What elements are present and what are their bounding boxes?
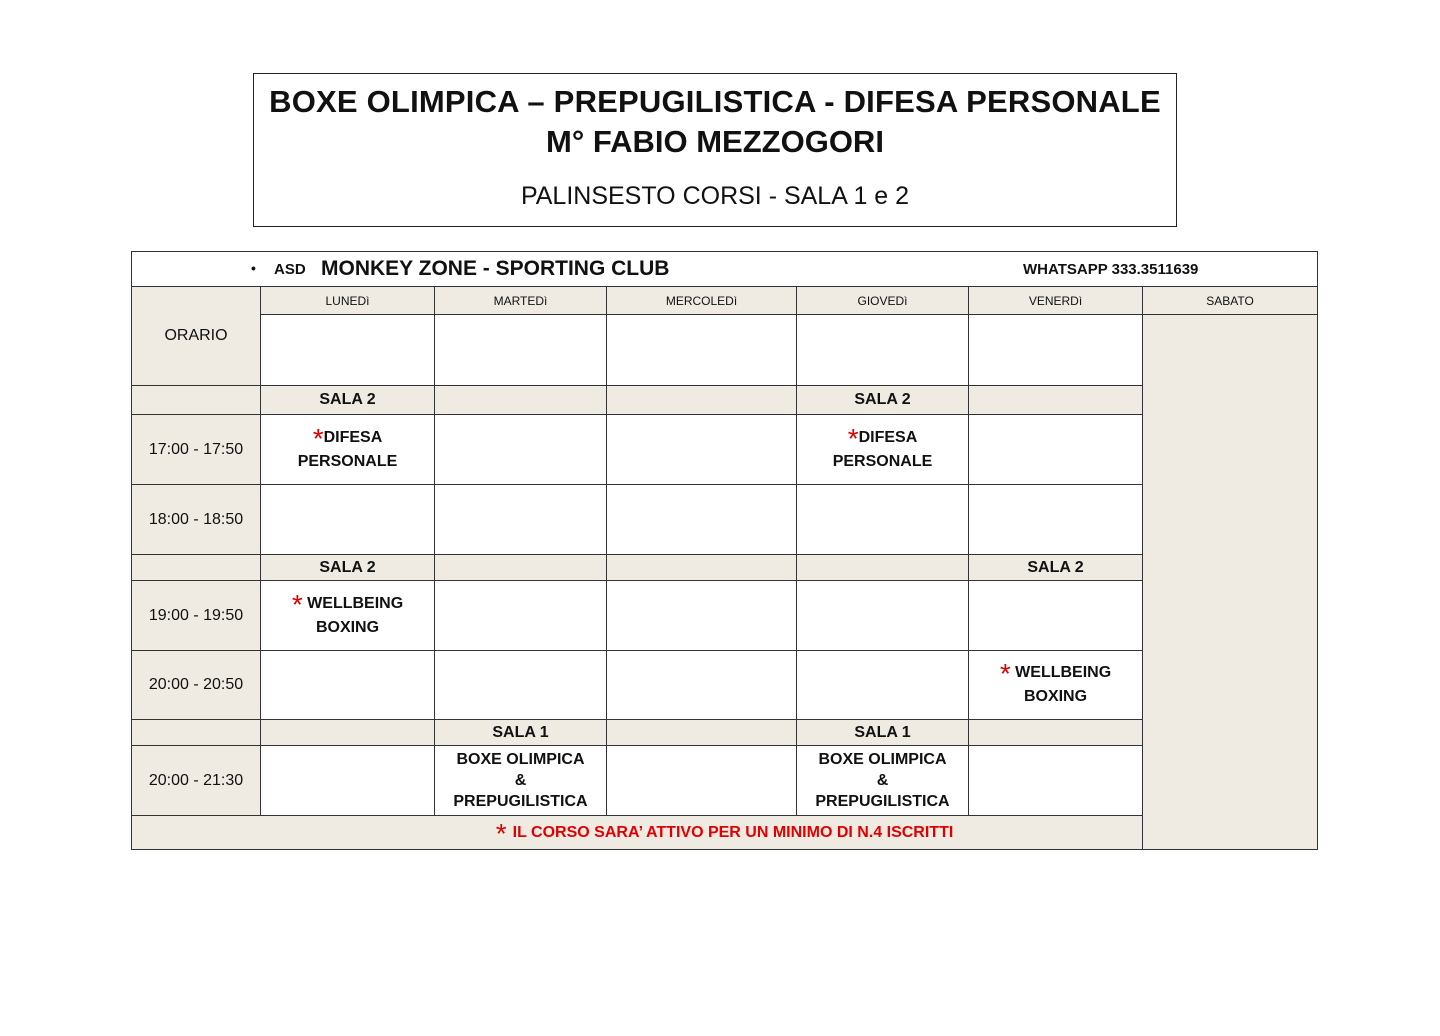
club-cell [132,252,1318,287]
room-label: SALA 2 [797,386,969,415]
day-header-monday: LUNEDì [261,287,435,315]
course-name: BOXING [1023,688,1088,705]
time-slot: 18:00 - 18:50 [132,485,261,555]
asterisk-mark: * [847,422,859,454]
whatsapp-number: WHATSAPP 333.3511639 [1023,261,1199,278]
table-row [132,746,1318,816]
schedule-table [131,251,1318,850]
course-cell [435,746,607,816]
course-name: PERSONALE [297,452,398,470]
asterisk-mark: * [312,422,324,454]
empty-cell [797,651,969,720]
empty-cell [607,651,797,720]
club-row [132,252,1318,287]
room-row [132,720,1318,746]
empty-cell [261,746,435,816]
footnote-text: IL CORSO SARA’ ATTIVO PER UN MINIMO DI N.4 ISCRITTI [512,823,954,841]
course-name: WELLBEING [307,594,404,612]
room-label: SALA 2 [261,555,435,581]
empty-cell [607,415,797,485]
empty-cell [607,485,797,555]
title-line-2: M° FABIO MEZZOGORI [546,124,884,159]
course-name: DIFESA [858,428,918,446]
empty-cell [969,386,1143,415]
course-cell [261,581,435,651]
empty-cell [969,485,1143,555]
asterisk-mark: * [999,658,1011,689]
empty-cell [132,555,261,581]
empty-cell [969,315,1143,386]
course-cell [797,415,969,485]
empty-cell [797,555,969,581]
course-cell [797,746,969,816]
empty-cell [435,315,607,386]
empty-cell [797,581,969,651]
course-name: BOXE OLIMPICA [456,751,585,768]
empty-cell [132,720,261,746]
empty-cell [969,415,1143,485]
empty-cell [261,485,435,555]
empty-cell [969,720,1143,746]
day-header-wednesday: MERCOLEDì [607,287,797,315]
course-cell [261,415,435,485]
time-slot: 19:00 - 19:50 [132,581,261,651]
empty-cell [261,315,435,386]
empty-cell [607,746,797,816]
day-header-thursday: GIOVEDì [797,287,969,315]
empty-cell [435,485,607,555]
room-row [132,555,1318,581]
course-name: BOXING [315,618,380,636]
room-label: SALA 1 [797,720,969,746]
header-box [253,73,1177,227]
empty-cell [607,581,797,651]
table-row [132,315,1318,386]
empty-cell [435,386,607,415]
footnote-row [132,816,1318,850]
table-row [132,485,1318,555]
course-name: DIFESA [323,428,383,446]
empty-cell [969,581,1143,651]
footnote [132,816,1318,850]
bullet: • [251,260,256,276]
day-header-friday: VENERDì [969,287,1143,315]
title-line-1: BOXE OLIMPICA – PREPUGILISTICA - DIFESA PERSONALE [269,84,1161,119]
course-cell [969,651,1143,720]
empty-cell [261,720,435,746]
day-header-saturday: SABATO [1143,287,1318,315]
day-header-tuesday: MARTEDì [435,287,607,315]
course-name: PREPUGILISTICA [815,793,950,810]
time-slot: 20:00 - 21:30 [132,746,261,816]
saturday-column [1143,315,1318,850]
table-row [132,651,1318,720]
empty-cell [261,651,435,720]
course-name: PREPUGILISTICA [453,793,588,810]
room-row [132,386,1318,415]
course-name: & [876,772,889,789]
course-name: WELLBEING [1015,664,1112,681]
empty-cell [435,651,607,720]
asterisk-mark: * [495,817,507,849]
empty-cell [969,746,1143,816]
empty-cell [797,485,969,555]
empty-cell [435,555,607,581]
table-row [132,415,1318,485]
asterisk-mark: * [291,588,303,620]
time-slot: 17:00 - 17:50 [132,415,261,485]
club-name: MONKEY ZONE - SPORTING CLUB [321,257,670,280]
table-row [132,581,1318,651]
empty-cell [607,720,797,746]
empty-cell [797,315,969,386]
empty-cell [607,315,797,386]
room-label: SALA 1 [435,720,607,746]
empty-cell [607,555,797,581]
club-prefix: ASD [274,261,306,278]
course-name: BOXE OLIMPICA [818,751,947,768]
empty-cell [132,386,261,415]
course-name: PERSONALE [832,452,933,470]
room-label: SALA 2 [969,555,1143,581]
orario-label: ORARIO [132,287,261,386]
course-name: & [514,772,527,789]
time-slot: 20:00 - 20:50 [132,651,261,720]
empty-cell [435,581,607,651]
empty-cell [435,415,607,485]
empty-cell [607,386,797,415]
room-label: SALA 2 [261,386,435,415]
subtitle: PALINSESTO CORSI - SALA 1 e 2 [520,182,910,210]
day-header-row [132,287,1318,315]
